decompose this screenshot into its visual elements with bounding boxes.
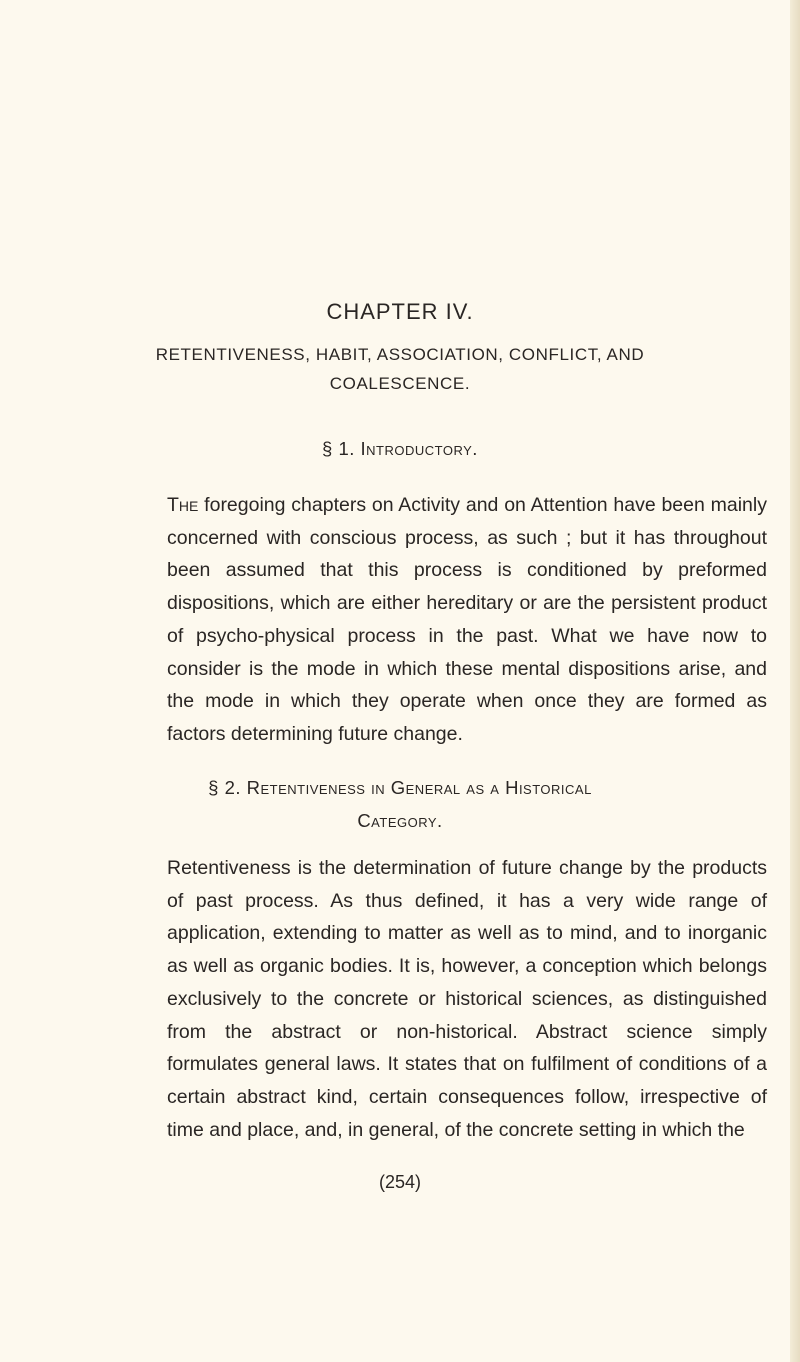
section-1-heading: § 1. Introductory. xyxy=(322,438,478,459)
page-number: (254) xyxy=(378,1172,422,1192)
chapter-title xyxy=(110,340,690,398)
section-2-heading xyxy=(100,771,700,837)
section-2-heading-line-2: Category. xyxy=(357,810,443,831)
section-1-lead-word: The xyxy=(167,494,199,516)
chapter-title-line-1: RETENTIVENESS, HABIT, ASSOCIATION, CONFLICT, AND xyxy=(155,345,645,364)
chapter-title-line-2: COALESCENCE. xyxy=(329,374,471,393)
section-2-heading-line-1: § 2. Retentiveness in General as a Historical xyxy=(208,777,592,798)
section-1-paragraph xyxy=(167,489,767,751)
section-1-body-text: foregoing chapters on Activity and on Attention have been mainly concerned with conscious process, as such ; but it has throughout been assumed that this process is conditioned by preformed dispositions, which are either hereditary or are the persistent product of psycho-physical process in the past. What we have now to consider is the mode in which these mental dispositions arise, and the mode in which they operate when once they are formed as factors determining future change. xyxy=(167,494,767,745)
section-2-paragraph: Retentiveness is the determination of future change by the products of past process. As thus defined, it has a very wide range of application, extending to matter as well as to mind, and to inorganic as well as organic bodies. It is, however, a conception which belongs exclusively to the concrete or historical sciences, as distinguished from the abstract or non-historical. Abstract science simply formulates general laws. It states that on fulfilment of conditions of a certain abstract kind, certain consequences follow, irrespective of time and place, and, in general, of the concrete setting in which the xyxy=(167,857,767,1141)
page-edge-shadow xyxy=(790,0,800,1362)
chapter-label: CHAPTER IV. xyxy=(326,299,474,324)
